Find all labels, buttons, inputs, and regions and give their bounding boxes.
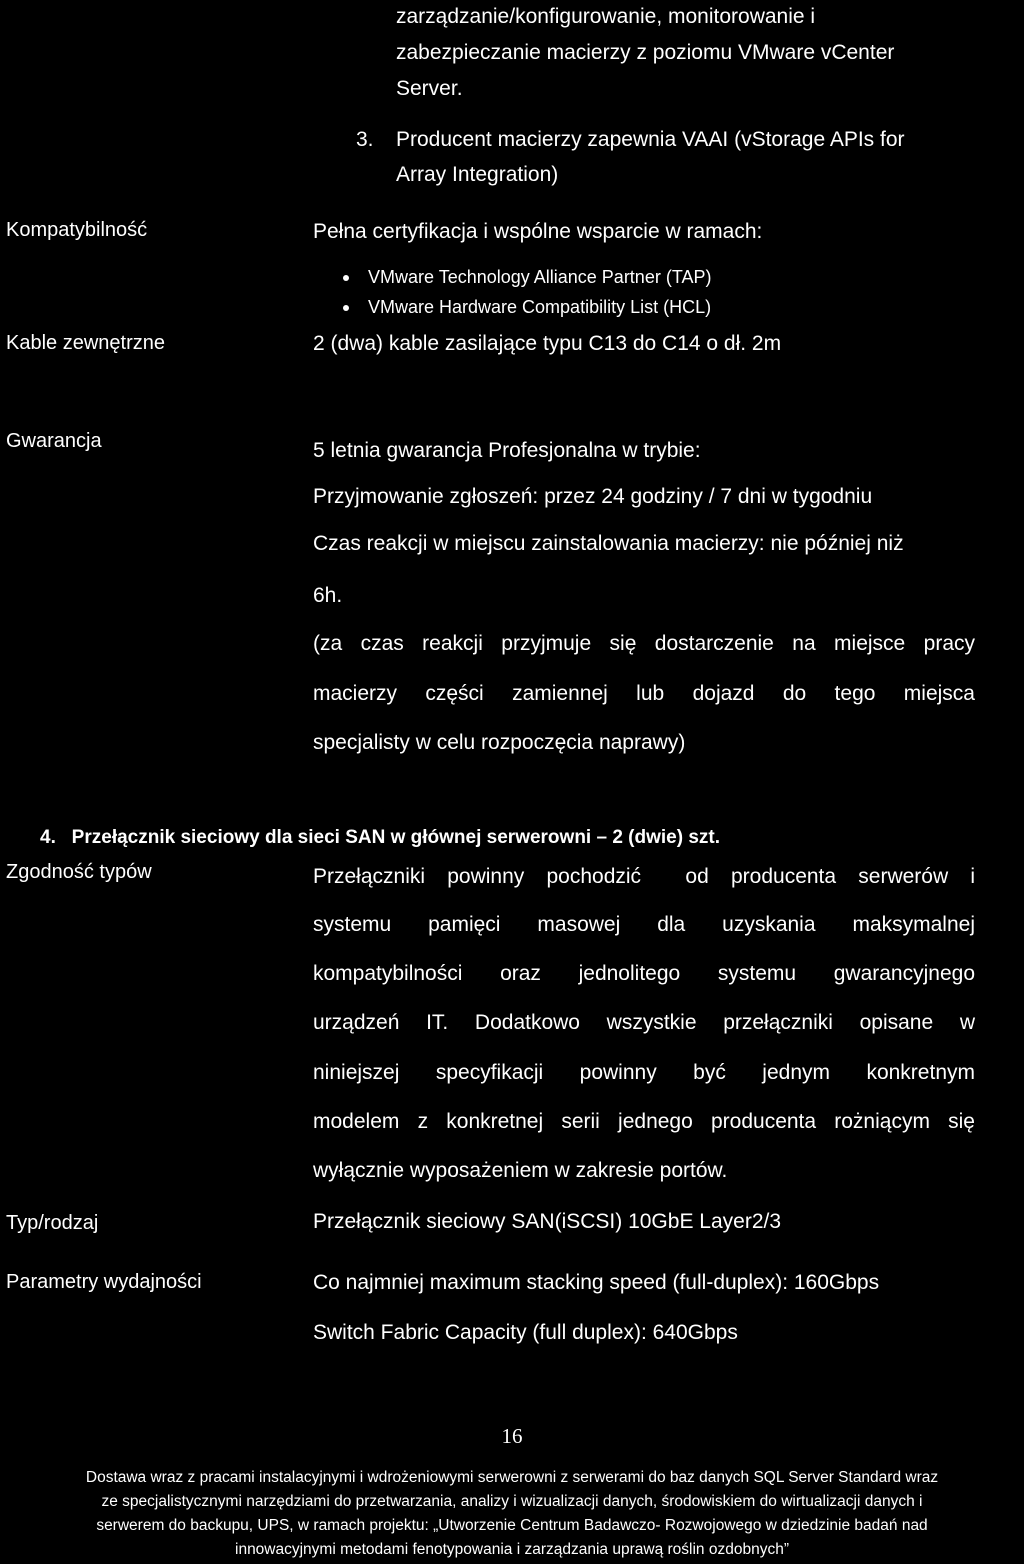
body-text-line: zabezpieczanie macierzy z poziomu VMware vCenter	[396, 41, 895, 64]
warranty-line: specjalisty w celu rozpoczęcia naprawy)	[313, 731, 686, 754]
footer-line: innowacyjnymi metodami fenotypowania i zarządzania uprawą roślin ozdobnych”	[235, 1541, 789, 1558]
compat-paragraph-line: systemu pamięci masowej dla uzyskania maksymalnej	[313, 913, 975, 936]
compat-paragraph-line: Przełączniki powinny pochodzić od producenta serwerów i	[313, 865, 975, 888]
kable-value: 2 (dwa) kable zasilające typu C13 do C14 o dł. 2m	[313, 332, 782, 355]
warranty-line: macierzy części zamiennej lub dojazd do tego miejsca	[313, 682, 975, 705]
bullet-dot-icon	[343, 305, 349, 311]
compat-bullet: VMware Hardware Compatibility List (HCL)	[368, 297, 712, 317]
row-label-gwarancja: Gwarancja	[6, 430, 102, 452]
row-label-typ: Typ/rodzaj	[6, 1212, 99, 1234]
parametry-line: Switch Fabric Capacity (full duplex): 640Gbps	[313, 1321, 738, 1344]
page-footer	[0, 1466, 1024, 1562]
compat-paragraph-line: modelem z konkretnej serii jednego producenta rożniącym się	[313, 1110, 975, 1133]
body-text-line: Array Integration)	[396, 163, 559, 186]
parametry-line: Co najmniej maximum stacking speed (full-duplex): 160Gbps	[313, 1271, 880, 1294]
section-heading: 4. Przełącznik sieciowy dla sieci SAN w głównej serwerowni – 2 (dwie) szt.	[40, 827, 721, 848]
row-label-parametry: Parametry wydajności	[6, 1271, 202, 1293]
warranty-line: 6h.	[313, 584, 343, 607]
compat-paragraph-line: urządzeń IT. Dodatkowo wszystkie przełączniki opisane w	[313, 1011, 975, 1034]
list-number: 3.	[356, 128, 374, 151]
row-label-zgodnosc: Zgodność typów	[6, 861, 152, 883]
body-text-line: Server.	[396, 77, 463, 100]
compat-paragraph-line: kompatybilności oraz jednolitego systemu gwarancyjnego	[313, 962, 975, 985]
bullet-dot-icon	[343, 275, 349, 281]
compat-paragraph-line: niniejszej specyfikacji powinny być jednym konkretnym	[313, 1061, 975, 1084]
compat-paragraph-line: wyłącznie wyposażeniem w zakresie portów.	[313, 1159, 728, 1182]
warranty-line: Przyjmowanie zgłoszeń: przez 24 godziny / 7 dni w tygodniu	[313, 485, 873, 508]
warranty-line: Czas reakcji w miejscu zainstalowania macierzy: nie później niż	[313, 532, 904, 555]
footer-line: ze specjalistycznymi narzędziami do przetwarzania, analizy i wizualizacji danych, środowiskiem do wirtualizacji danych i	[101, 1493, 923, 1510]
body-text-line: zarządzanie/konfigurowanie, monitorowanie i	[396, 5, 816, 28]
warranty-line: 5 letnia gwarancja Profesjonalna w trybie:	[313, 439, 701, 462]
footer-line: Dostawa wraz z pracami instalacyjnymi i wdrożeniowymi serwerowni z serwerami do baz danych SQL Server Standard wraz	[85, 1469, 939, 1486]
typ-value: Przełącznik sieciowy SAN(iSCSI) 10GbE Layer2/3	[313, 1210, 782, 1233]
row-label-kable: Kable zewnętrzne	[6, 332, 165, 354]
warranty-line: (za czas reakcji przyjmuje się dostarczenie na miejsce pracy	[313, 632, 975, 655]
compat-intro: Pełna certyfikacja i wspólne wsparcie w ramach:	[313, 220, 763, 243]
row-label-kompatybilnosc: Kompatybilność	[6, 219, 148, 241]
body-text-line: Producent macierzy zapewnia VAAI (vStorage APIs for	[396, 128, 905, 151]
page-number: 16	[501, 1424, 523, 1448]
footer-line: serwerem do backupu, UPS, w ramach projektu: „Utworzenie Centrum Badawczo- Rozwojowego w dziedzinie badań nad	[96, 1517, 928, 1534]
compat-bullet: VMware Technology Alliance Partner (TAP)	[368, 267, 712, 287]
